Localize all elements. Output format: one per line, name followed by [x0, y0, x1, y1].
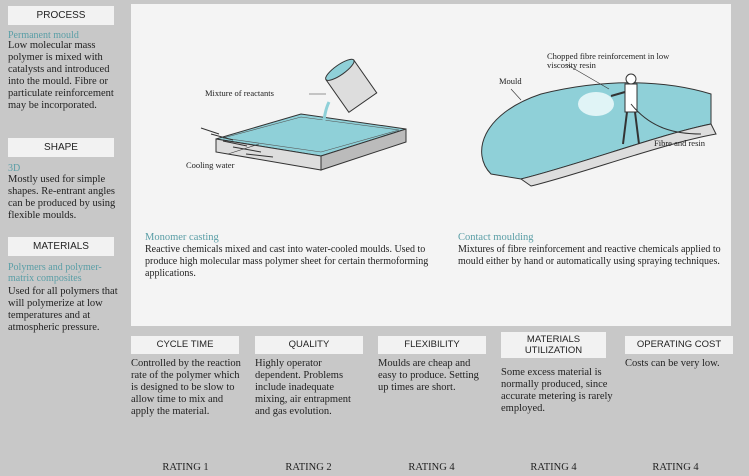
shape-text: Mostly used for simple shapes. Re-entrant angles can be produced by using flexible moulds.: [8, 174, 116, 221]
monomer-casting-title: Monomer casting: [145, 232, 219, 243]
label-fibre-and-resin: Fibre and resin: [654, 138, 705, 148]
materials-text: Used for all polymers that will polymerize at low temperatures and at atmospheric pressure.: [8, 286, 118, 333]
contact-moulding-text: Mixtures of fibre reinforcement and reactive chemicals applied to mould either by hand or automatically using spraying techniques.: [458, 244, 721, 267]
process-text: Low molecular mass polymer is mixed with catalysts and introduced into the mould. Fibre or particulate reinforcement may be incorporated.: [8, 40, 114, 111]
monomer-casting-illustration: [161, 4, 421, 204]
quality-text: Highly operator dependent. Problems include inadequate mixing, air entrapment and gas evolution.: [255, 358, 351, 417]
materials-subtitle: Polymers and polymer-matrix composites: [8, 262, 102, 284]
shape-header: SHAPE: [8, 138, 114, 157]
process-subtitle: Permanent mould: [8, 30, 79, 41]
illustration-panel: [131, 4, 731, 326]
materials-header: MATERIALS: [8, 237, 114, 256]
flexibility-rating: RATING 4: [408, 462, 455, 473]
label-cooling-water: Cooling water: [186, 160, 235, 170]
operating-cost-header: OPERATING COST: [625, 336, 733, 354]
materials-utilization-header: MATERIALS UTILIZATION: [501, 332, 606, 358]
process-header: PROCESS: [8, 6, 114, 25]
quality-header: QUALITY: [255, 336, 363, 354]
materials-utilization-text: Some excess material is normally produced, since accurate metering is rarely employed.: [501, 367, 613, 414]
shape-subtitle: 3D: [8, 163, 21, 174]
operating-cost-text: Costs can be very low.: [625, 358, 720, 369]
cycle-time-rating: RATING 1: [162, 462, 209, 473]
flexibility-text: Moulds are cheap and easy to produce. Setting up times are short.: [378, 358, 479, 393]
quality-rating: RATING 2: [285, 462, 332, 473]
cycle-time-header: CYCLE TIME: [131, 336, 239, 354]
materials-utilization-rating: RATING 4: [530, 462, 577, 473]
label-mixture-of-reactants: Mixture of reactants: [205, 88, 274, 98]
label-mould: Mould: [499, 76, 522, 86]
label-chopped-fibre: Chopped fibre reinforcement in low viscosity resin: [547, 51, 670, 70]
flexibility-header: FLEXIBILITY: [378, 336, 486, 354]
cycle-time-text: Controlled by the reaction rate of the polymer which is designed to be slow to allow time to mix and apply the material.: [131, 358, 241, 417]
operating-cost-rating: RATING 4: [652, 462, 699, 473]
monomer-casting-text: Reactive chemicals mixed and cast into water-cooled moulds. Used to produce high molecular mass polymer sheet for certain thermoforming applications.: [145, 244, 429, 279]
contact-moulding-title: Contact moulding: [458, 232, 534, 243]
